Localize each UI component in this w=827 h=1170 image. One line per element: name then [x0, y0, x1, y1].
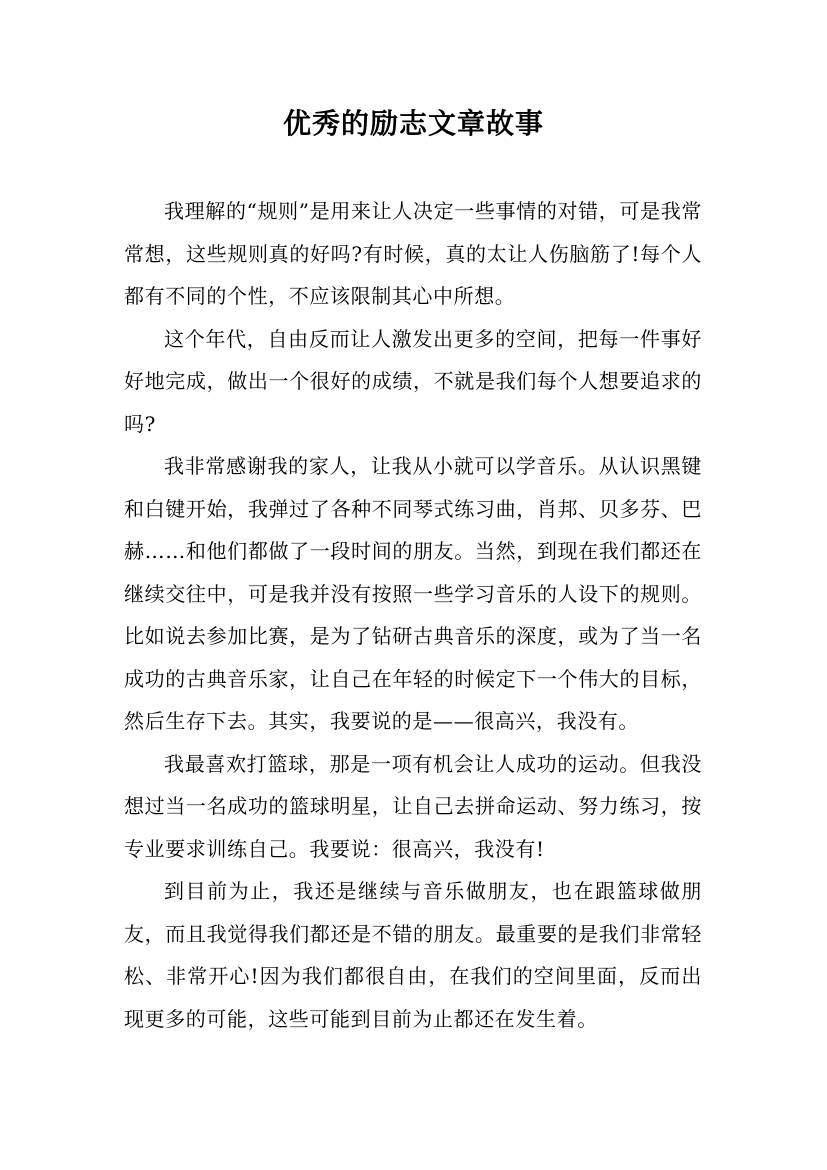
paragraph-2: 这个年代，自由反而让人激发出更多的空间，把每一件事好好地完成，做出一个很好的成绩，不就是我们每个人想要追求的吗? [124, 326, 702, 436]
paragraph-1: 我理解的“规则”是用来让人决定一些事情的对错，可是我常常想，这些规则真的好吗?有时候，真的太让人伤脑筋了!每个人都有不同的个性，不应该限制其心中所想。 [124, 199, 702, 308]
document-body [124, 190, 702, 1040]
paragraph-4: 我最喜欢打篮球，那是一项有机会让人成功的运动。但我没想过当一名成功的篮球明星，让自己去拼命运动、努力练习，按专业要求训练自己。我要说：很高兴，我没有! [124, 751, 702, 861]
document-title: 优秀的励志文章故事 [282, 107, 544, 140]
paragraph-5: 到目前为止，我还是继续与音乐做朋友，也在跟篮球做朋友，而且我觉得我们都还是不错的朋友。最重要的是我们非常轻松、非常开心!因为我们都很自由，在我们的空间里面，反而出现更多的可能，这些可能到目前为止都还在发生着。 [124, 879, 702, 1031]
paragraph-3: 我非常感谢我的家人，让我从小就可以学音乐。从认识黑键和白键开始，我弹过了各种不同琴式练习曲，肖邦、贝多芬、巴赫……和他们都做了一段时间的朋友。当然，到现在我们都还在继续交往中，可是我并没有按照一些学习音乐的人设下的规则。比如说去参加比赛，是为了钻研古典音乐的深度，或为了当一名成功的古典音乐家，让自己在年轻的时候定下一个伟大的目标，然后生存下去。其实，我要说的是——很高兴，我没有。 [124, 454, 702, 733]
